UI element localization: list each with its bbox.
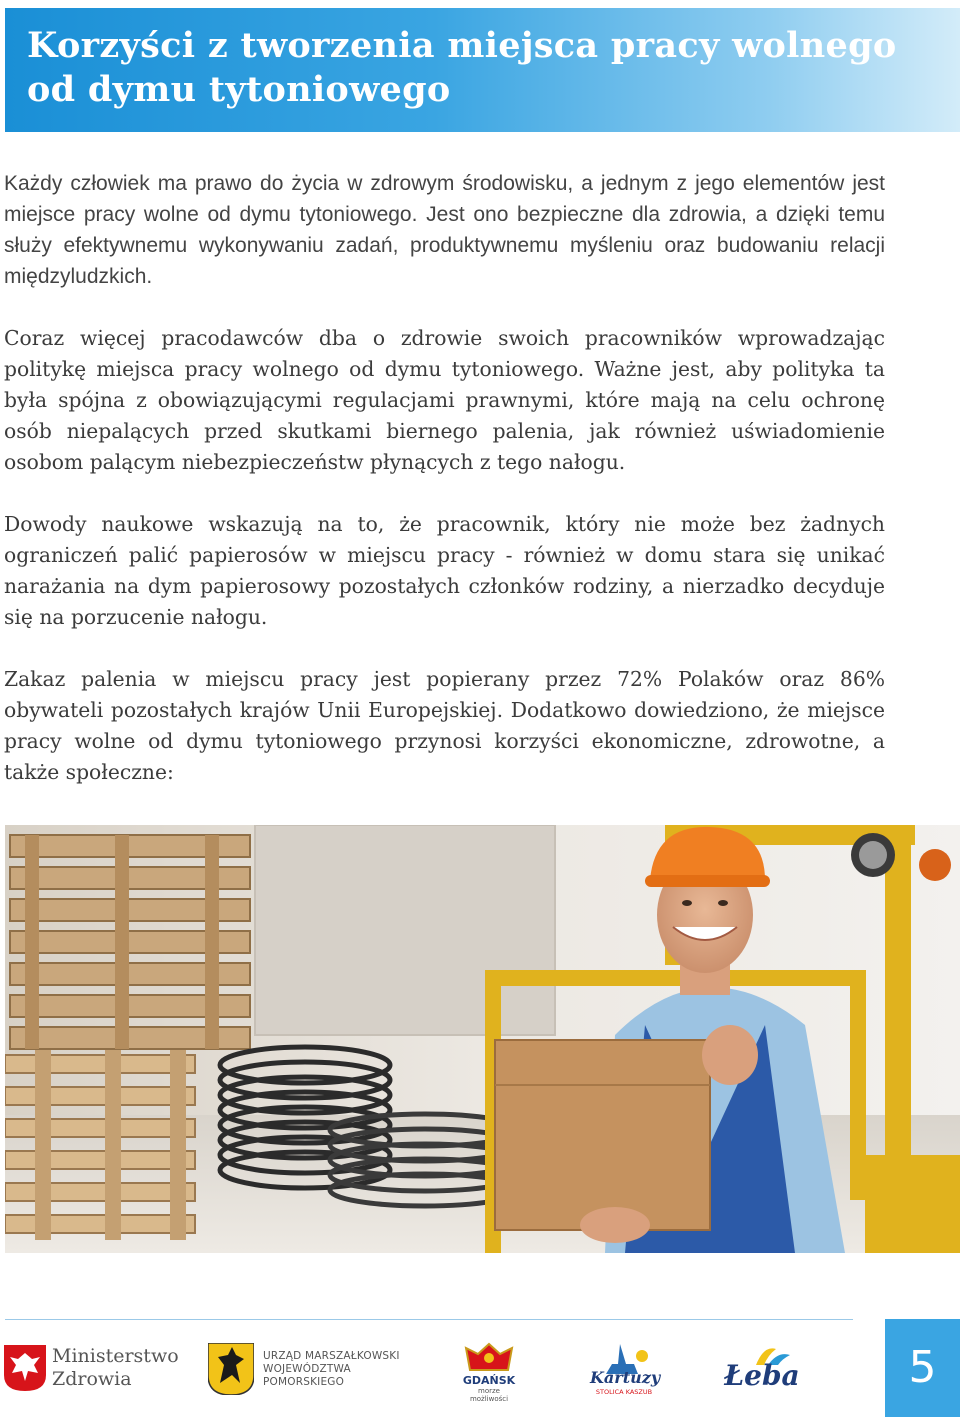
worker-photo [5, 825, 960, 1253]
griffin-crest-icon [208, 1343, 254, 1395]
kartuzy-name: Kartuzy [590, 1368, 661, 1387]
paragraph-3: Dowody naukowe wskazują na to, że pracownik, który nie może bez żadnych ograniczeń palić papierosów w miejscu pracy - również w domu stara się unikać narażania na dym papierosowy pozostałych członków rodziny, a nierzadko decyduje się na porzucenie nałogu. [4, 512, 885, 629]
kartuzy-tagline: STOLICA KASZUB [595, 1388, 653, 1396]
eagle-emblem-icon [4, 1345, 46, 1391]
leba-name: Łeba [724, 1359, 800, 1392]
marshal-office-line1: URZĄD MARSZAŁKOWSKI [263, 1350, 400, 1362]
ministry-of-health-logo [4, 1345, 184, 1393]
gdansk-logo [458, 1340, 520, 1403]
paragraph-4: Zakaz palenia w miejscu pracy jest popierany przez 72% Polaków oraz 86% obywateli pozostałych krajów Unii Europejskiej. Dodatkowo dowiedziono, że miejsce pracy wolne od dymu tytoniowego przynosi korzyści ekonomiczne, zdrowotne, a także społeczne: [4, 667, 885, 784]
footer-divider [5, 1319, 853, 1320]
ministry-name-line2: Zdrowia [52, 1368, 132, 1390]
gdansk-name: GDAŃSK [462, 1374, 516, 1387]
kartuzy-logo [590, 1344, 661, 1400]
paragraph-2: Coraz więcej pracodawców dba o zdrowie swoich pracowników wprowadzając politykę miejsca pracy wolnego od dymu tytoniowego. Ważne jest, aby polityka ta była spójna z obowiązującymi regulacjami prawnymi, które mają na celu ochronę osób niepalących przed skutkami biernego palenia, jak również uświadomienie osobom palącym niebezpieczeństw płynących z tego nałogu. [4, 326, 885, 474]
title-banner [5, 8, 960, 132]
marshal-office-line2: WOJEWÓDZTWA POMORSKIEGO [263, 1363, 351, 1388]
marshal-office-logo [208, 1343, 408, 1395]
paragraph-1: Każdy człowiek ma prawo do życia w zdrowym środowisku, a jednym z jego elementów jest miejsce pracy wolne od dymu tytoniowego. Jest ono bezpieczne dla zdrowia, a dzięki temu służy efektywnemu wykonywaniu zadań, produktywnemu myśleniu oraz budowaniu relacji międzyludzkich. [4, 172, 885, 288]
leba-logo [718, 1345, 806, 1395]
ministry-name-line1: Ministerstwo [52, 1345, 179, 1367]
page-title: Korzyści z tworzenia miejsca pracy wolnego od dymu tytoniowego [27, 25, 897, 110]
gdansk-tagline: morze możliwości [469, 1387, 509, 1403]
page-number: 5 [885, 1319, 960, 1417]
gdansk-crest-icon [458, 1340, 520, 1374]
